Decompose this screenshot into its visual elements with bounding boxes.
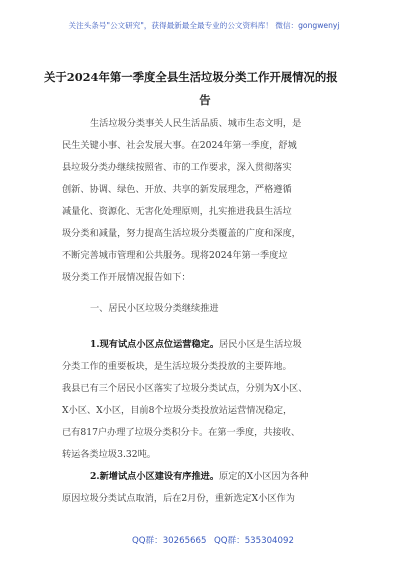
item-2-line: 原因垃圾分类试点取消，后在2月份，重新选定X小区作为 [62, 493, 295, 504]
item-2-paragraph [62, 466, 362, 510]
intro-line: 生活垃圾分类事关人民生活品质、城市生态文明，是 [90, 118, 302, 129]
intro-line: 减量化、资源化、无害化处理原则，扎实推进我县生活垃 [62, 206, 292, 217]
intro-line: 创新、协调、绿色、开放、共享的新发展理念，严格遵循 [62, 184, 292, 195]
intro-line: 县垃圾分类办继续按照省、市的工作要求，深入贯彻落实 [62, 162, 292, 173]
item-1-line: 我县已有三个居民小区落实了垃圾分类试点，分别为X小区、 [62, 383, 308, 394]
section-heading-text: 一、居民小区垃圾分类继续推进 [90, 303, 219, 314]
intro-line: 民生关键小事、社会发展大事。在2024年第一季度，舒城 [62, 140, 297, 151]
intro-line: 圾分类工作开展情况报告如下： [62, 272, 191, 283]
item-2-lead-rest: 原定的X小区因为各种 [219, 471, 309, 482]
item-1-paragraph [62, 334, 362, 466]
item-1-line: X小区、X小区，目前8个垃圾分类投放站运营情况稳定， [62, 405, 293, 416]
intro-line: 不断完善城市管理和公共服务。现将2024年第一季度垃 [62, 250, 288, 261]
intro-line: 圾分类和减量，努力提高生活垃圾分类覆盖的广度和深度， [62, 228, 301, 239]
item-2-lead: 2.新增试点小区建设有序推进。 [90, 471, 220, 482]
item-1-line: 已有817户办理了垃圾分类积分卡。在第一季度，共接收、 [62, 427, 301, 438]
item-1-line: 分类工作的重要板块，是生活垃圾分类投放的主要阵地。 [62, 361, 292, 372]
footer-contact [0, 529, 408, 553]
item-1-line: 转运各类垃圾3.32吨。 [62, 449, 156, 460]
qq-group-2: QQ群：535304092 [214, 536, 294, 546]
document-title [44, 66, 366, 112]
item-2-first-line [62, 466, 362, 488]
intro-paragraph [62, 113, 362, 289]
item-1-lead: 1.现有试点小区点位运营稳定。 [90, 339, 220, 350]
title-line-2: 告 [199, 93, 211, 107]
promo-banner: 关注头条号"公文研究"，获得最新最全最专业的公文资料库！ 微信：gongwenyj [68, 21, 340, 30]
item-1-first-line [62, 334, 362, 356]
item-1-lead-rest: 居民小区是生活垃圾 [219, 339, 302, 350]
section-1-heading [62, 298, 362, 320]
qq-group-1: QQ群：30265665 [132, 536, 207, 546]
title-line-1: 关于2024年第一季度全县生活垃圾分类工作开展情况的报 [44, 70, 338, 84]
